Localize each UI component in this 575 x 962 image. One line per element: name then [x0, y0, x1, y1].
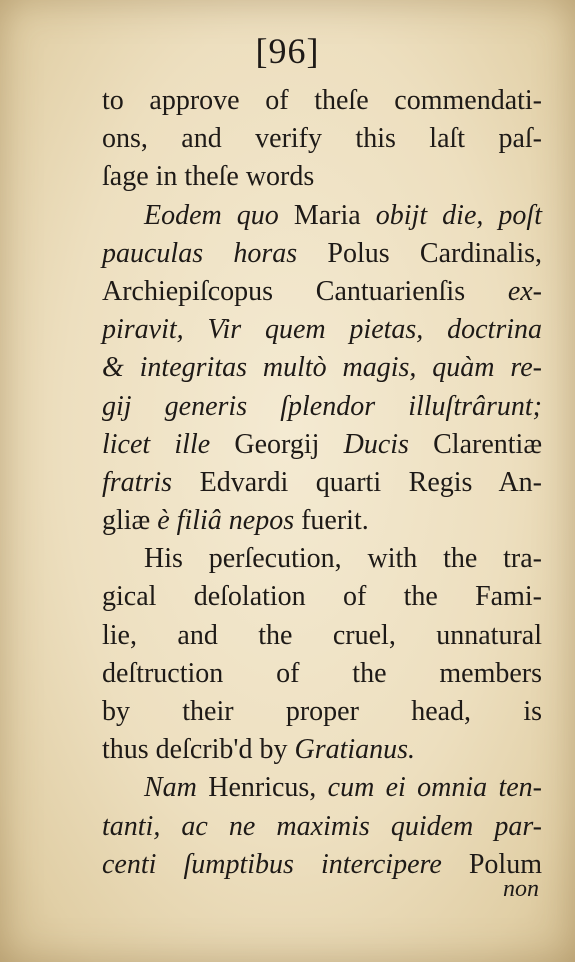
catchword: non [503, 876, 539, 902]
text-line [102, 731, 542, 769]
italic-text: licet ille [102, 428, 235, 460]
page-number: [96] [255, 31, 320, 71]
text-line [102, 540, 542, 578]
italic-text: centi ſumptibus intercipere [102, 848, 469, 880]
italic-text: tanti, ac ne maximis quidem par- [102, 810, 542, 842]
roman-text: Polus Cardinalis, [327, 237, 542, 269]
text-line [102, 617, 542, 655]
roman-text: Archiepiſcopus Cantuarienſis [102, 275, 508, 307]
text-line [102, 464, 542, 502]
roman-text: to approve of theſe commendati- [102, 85, 542, 116]
text-line [102, 273, 542, 311]
body-text [102, 82, 542, 884]
text-line [102, 82, 542, 120]
text-line [102, 197, 542, 235]
italic-text: Ducis [343, 428, 434, 460]
roman-text: Georgij [234, 428, 344, 460]
text-line [102, 120, 542, 158]
text-line [102, 769, 542, 807]
text-line [102, 502, 542, 540]
italic-text: fratris [102, 466, 200, 498]
italic-text: obijt die, poſt [375, 199, 542, 231]
italic-text: Nam [144, 772, 209, 804]
text-line [102, 388, 542, 426]
roman-text: fuerit. [301, 505, 369, 537]
roman-text: ons, and verify this laſt paſ- [102, 123, 542, 155]
text-line [102, 311, 542, 349]
italic-text: Gratianus. [294, 734, 416, 766]
text-line [102, 578, 542, 616]
text-line [102, 808, 542, 846]
roman-text: thus deſcrib'd by [102, 734, 295, 766]
roman-text: lie, and the cruel, unnatural [102, 619, 542, 651]
roman-text: deſtruction of the members [102, 657, 542, 689]
roman-text: Clarentiæ [433, 428, 542, 460]
italic-text: & integritas multò magis, quàm re- [102, 352, 542, 384]
roman-text: gical deſolation of the Fami- [102, 581, 542, 613]
text-line [102, 349, 542, 387]
text-line [102, 655, 542, 693]
roman-text: Polum [468, 848, 542, 880]
italic-text: piravit, Vir quem pietas, doctrina [102, 314, 542, 346]
italic-text: ex- [507, 275, 542, 307]
roman-text: Edvardi quarti Regis An- [199, 466, 542, 498]
roman-text: gliæ [102, 505, 158, 537]
text-line [102, 426, 542, 464]
roman-text: ſage in theſe words [102, 161, 315, 193]
text-line [102, 235, 542, 273]
roman-text: His perſecution, with the tra- [144, 543, 542, 575]
italic-text: è filiâ nepos [157, 505, 302, 537]
roman-text: Henricus, [208, 772, 328, 804]
italic-text: Eodem quo [144, 199, 294, 231]
italic-text: cum ei omnia ten- [327, 772, 543, 804]
italic-text: pauculas horas [102, 237, 328, 269]
text-line [102, 693, 542, 731]
text-line [102, 158, 542, 196]
roman-text: by their proper head, is [102, 696, 542, 727]
italic-text: gij generis ſplendor illuſtrârunt; [102, 390, 542, 422]
roman-text: Maria [293, 199, 376, 231]
text-line [102, 846, 542, 884]
